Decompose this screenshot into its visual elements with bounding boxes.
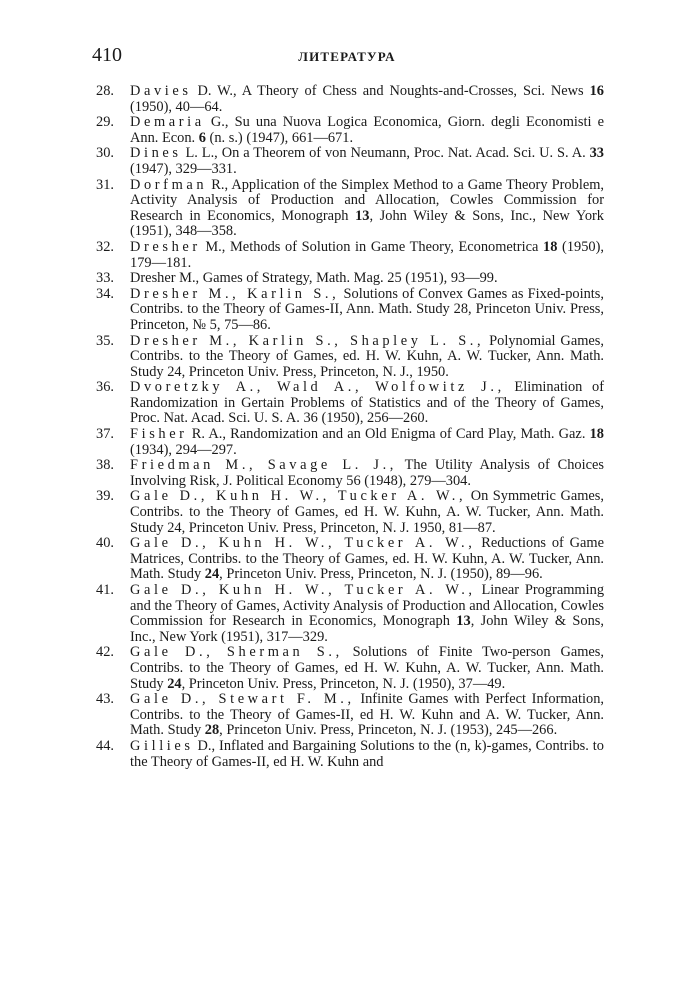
reference-text: On Symmetric Games, Contribs. to the Theory of Games, ed H. W. Kuhn, A. W. Tucker, Ann. Math. Study <box>130 488 605 536</box>
reference-text-tail: (1950), 256—260. <box>317 410 429 427</box>
reference-number: 36. <box>96 379 114 396</box>
reference-author: Gillies <box>130 737 194 754</box>
page-number: 410 <box>92 44 122 66</box>
reference-number: 39. <box>96 488 114 505</box>
reference-author: Dorfman <box>130 176 208 193</box>
reference-text: Infinite Games with Perfect Information, Contribs. to the Theory of Games-II, ed H. W. Kuhn and A. W. Tucker, Ann. Math. Study <box>130 691 604 739</box>
reference-author: Fisher <box>130 426 188 443</box>
reference-number: 28. <box>96 83 114 99</box>
reference-text: Polynomial Games, Contribs. to the Theory of Games, ed. H. W. Kuhn, A. W. Tucker, Ann. Math. Study <box>130 332 604 380</box>
reference-number: 33. <box>96 270 114 287</box>
reference-text-tail: (1951), 93—99. <box>401 270 498 287</box>
reference-author: Friedman M., Savage L. J., <box>130 457 397 474</box>
reference-text: Elimination of Randomization in Gertain Problems of Statistics and of the Theory of Games, Proc. Nat. Acad. Sci. U. S. A. <box>130 379 604 427</box>
reference-text: L. L., On a Theorem of von Neumann, Proc. Nat. Acad. Sci. U. S. A. <box>181 145 590 162</box>
reference-number: 38. <box>96 457 114 474</box>
reference-item <box>96 583 604 645</box>
reference-item <box>96 489 604 536</box>
reference-text: M., Methods of Solution in Game Theory, Econometrica <box>200 238 543 255</box>
reference-volume: 36 <box>303 410 318 427</box>
reference-number: 40. <box>96 535 114 552</box>
reference-text-tail: , Princeton Univ. Press, Princeton, N. J. (1950), 37—49. <box>181 675 506 692</box>
reference-volume: 28 <box>453 301 469 318</box>
reference-text-tail: , Princeton Univ. Press, Princeton, N. J. 1950, 81—87. <box>181 519 496 536</box>
reference-text: Solutions of Finite Two-person Games, Contribs. to the Theory of Games, ed H. W. Kuhn, A. W. Tucker, Ann. Math. Study <box>130 644 605 692</box>
page-header <box>92 44 602 68</box>
reference-volume: 18 <box>589 426 604 443</box>
reference-text-tail: , John Wiley & Sons, Inc., New York (1951), 348—358. <box>130 207 604 240</box>
reference-author: Gale D., Sherman S., <box>130 644 343 661</box>
reference-text: The Utility Analysis of Choices Involving Risk, J. Political Economy <box>130 457 604 489</box>
reference-number: 30. <box>96 145 114 162</box>
reference-item <box>96 146 604 177</box>
reference-number: 44. <box>96 737 114 754</box>
reference-volume: 24 <box>167 363 182 380</box>
reference-number: 32. <box>96 238 114 255</box>
reference-author: Gale D., Stewart F. M., <box>130 691 355 708</box>
reference-number: 43. <box>96 691 114 708</box>
reference-text: M., Games of Strategy, Math. Mag. <box>175 270 388 287</box>
reference-number: 42. <box>96 644 114 661</box>
reference-text-tail: , Princeton Univ. Press, Princeton, № 5, 75—86. <box>130 301 604 333</box>
reference-volume: 6 <box>198 129 206 146</box>
reference-item <box>96 427 604 458</box>
reference-text: G., Su una Nuova Logica Economica, Giorn. degli Economisti e Ann. Econ. <box>130 114 604 146</box>
reference-text-tail: , John Wiley & Sons, Inc., New York (1951), 317—329. <box>130 613 604 645</box>
reference-list <box>96 84 604 770</box>
reference-text-tail: (1947), 329—331. <box>130 160 237 177</box>
reference-number: 35. <box>96 332 114 349</box>
reference-author: Gale D., Kuhn H. W., Tucker A. W., <box>130 582 476 598</box>
reference-author: Dresher M., Karlin S., Shapley L. S., <box>130 332 485 349</box>
reference-volume: 33 <box>589 145 604 162</box>
reference-author: Dines <box>130 145 182 162</box>
reference-volume: 18 <box>543 238 558 255</box>
reference-number: 31. <box>96 176 114 193</box>
reference-volume: 24 <box>204 566 220 583</box>
reference-text: Reductions of Game Matrices, Contribs. to the Theory of Games, ed. H. W. Kuhn, A. W. Tucker, Ann. Math. Study <box>130 535 604 583</box>
reference-author: Gale D., Kuhn H. W., Tucker A. W., <box>130 535 476 552</box>
reference-volume: 24 <box>167 675 182 692</box>
reference-text: Linear Programming and the Theory of Games, Activity Analysis of Production and Allocation, Cowles Commission for Research in Economics, Monograph <box>130 582 605 630</box>
reference-text-tail: (n. s.) (1947), 661—671. <box>205 129 354 146</box>
reference-item <box>96 271 604 287</box>
reference-item <box>96 380 604 427</box>
reference-text-tail: (1934), 294—297. <box>130 441 237 458</box>
reference-volume: 24 <box>167 519 182 536</box>
reference-item <box>96 178 604 240</box>
reference-item <box>96 240 604 271</box>
reference-item <box>96 536 604 583</box>
reference-author: Gale D., Kuhn H. W., Tucker A. W., <box>130 488 467 505</box>
reference-volume: 16 <box>589 83 604 99</box>
reference-text: Solutions of Convex Games as Fixed-points, Contribs. to the Theory of Games-II, Ann. Math. Study <box>130 285 604 318</box>
reference-text-tail: , Princeton Univ. Press, Princeton, N. J. (1953), 245—266. <box>219 722 558 739</box>
reference-text-tail: (1950), 179—181. <box>130 238 604 271</box>
reference-text-tail: , Princeton Univ. Press, Princeton, N. J. (1950), 89—96. <box>219 566 543 583</box>
reference-author: Demaria <box>130 114 205 131</box>
reference-text-tail: (1948), 279—304. <box>360 472 471 489</box>
reference-item <box>96 84 604 115</box>
running-title: ЛИТЕРАТУРА <box>298 49 396 64</box>
reference-text: D. W., A Theory of Chess and Noughts-and-Crosses, Sci. News <box>191 83 590 99</box>
reference-item <box>96 739 604 770</box>
reference-author: Dresher M., Karlin S., <box>130 285 340 302</box>
reference-item <box>96 334 604 381</box>
reference-text: R., Application of the Simplex Method to a Game Theory Problem, Activity Analysis of Production and Allocation, Cowles Commission for Research in Economics, Monograph <box>130 176 604 224</box>
reference-text-tail: , Princeton Univ. Press, Princeton, N. J., 1950. <box>181 363 449 380</box>
reference-item <box>96 458 604 489</box>
reference-volume: 25 <box>387 270 402 287</box>
reference-volume: 13 <box>456 613 471 630</box>
reference-item <box>96 692 604 739</box>
reference-author: Dresher <box>130 238 201 255</box>
reference-number: 41. <box>96 582 114 598</box>
reference-text: R. A., Randomization and an Old Enigma of Card Play, Math. Gaz. <box>187 426 590 443</box>
reference-text-tail: (1950), 40—64. <box>130 98 223 115</box>
reference-volume: 28 <box>204 722 220 739</box>
reference-volume: 13 <box>355 207 370 224</box>
reference-item <box>96 115 604 146</box>
reference-item <box>96 645 604 692</box>
reference-text: D., Inflated and Bargaining Solutions to the (n, k)-games, Contribs. to the Theory of Games-II, ed H. W. Kuhn and <box>130 737 604 770</box>
reference-number: 34. <box>96 285 114 302</box>
reference-volume: 56 <box>346 472 361 489</box>
reference-number: 37. <box>96 426 114 443</box>
reference-author: Dresher <box>130 270 176 287</box>
reference-item <box>96 287 604 334</box>
reference-author: Davies <box>130 83 192 99</box>
reference-author: Dvoretzky A., Wald A., Wolfowitz J., <box>130 379 505 396</box>
reference-number: 29. <box>96 114 114 131</box>
